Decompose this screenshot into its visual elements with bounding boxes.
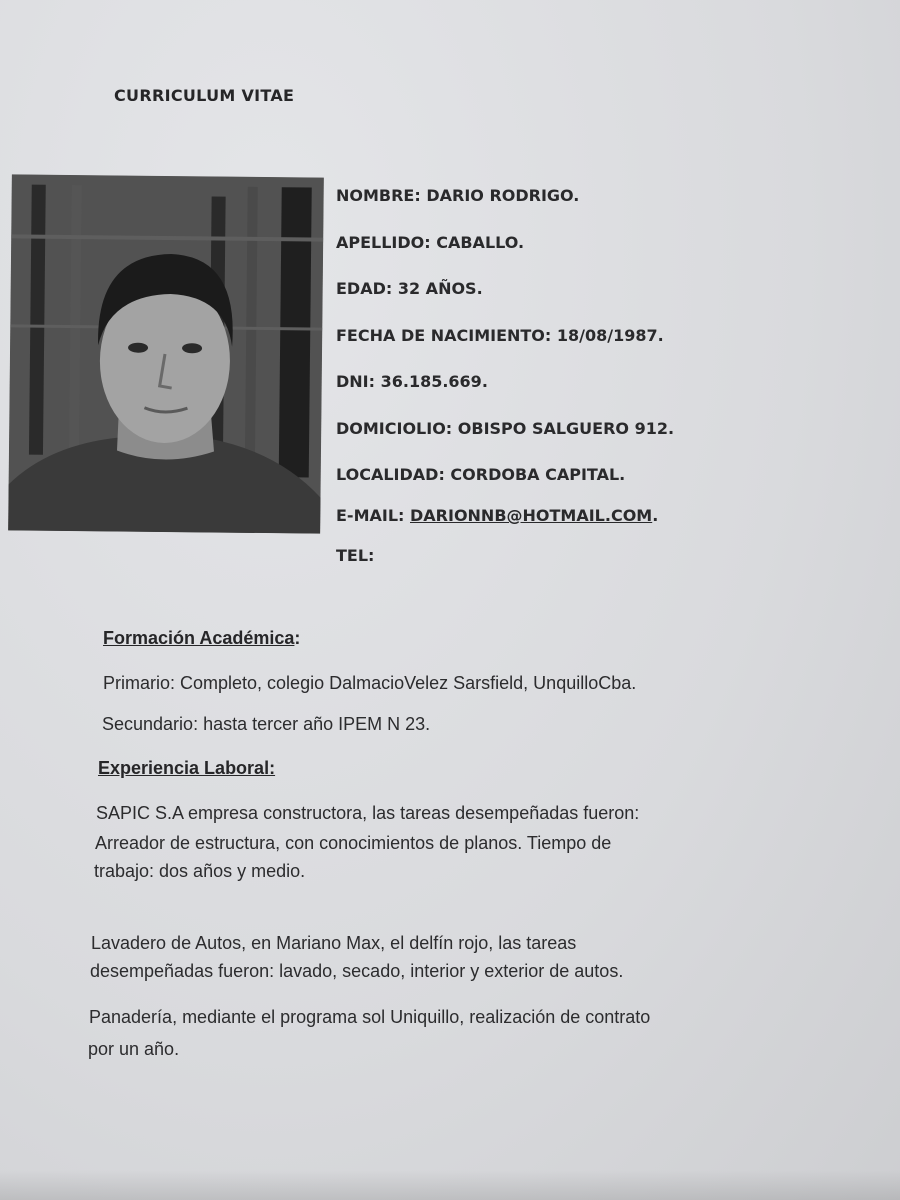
email-link[interactable]: DARIONNB@HOTMAIL.COM [410,506,653,525]
profile-photo [8,174,324,533]
page-shadow [0,1170,900,1200]
fecha-nacimiento-field: FECHA DE NACIMIENTO: 18/08/1987. [336,326,664,345]
formacion-heading-text: Formación Académica [103,628,295,648]
job1-line1: SAPIC S.A empresa constructora, las tareas desempeñadas fueron: [96,803,640,823]
job2-line2: desempeñadas fueron: lavado, secado, interior y exterior de autos. [90,961,624,981]
email-field [336,506,658,525]
tel-field: TEL: [336,546,375,565]
job1-line2: Arreador de estructura, con conocimientos de planos. Tiempo de [95,833,612,853]
job3-line1: Panadería, mediante el programa sol Uniquillo, realización de contrato [89,1007,651,1027]
domicilio-field: DOMICIOLIO: OBISPO SALGUERO 912. [336,419,675,438]
email-suffix: . [652,506,659,525]
dni-field: DNI: 36.185.669. [336,372,488,391]
nombre-field: NOMBRE: DARIO RODRIGO. [336,186,580,205]
email-label: E-MAIL: [336,506,410,525]
formacion-heading-colon: : [294,628,301,648]
experiencia-heading: Experiencia Laboral: [98,758,276,778]
edad-field: EDAD: 32 AÑOS. [336,279,483,298]
job1-line3: trabajo: dos años y medio. [94,861,306,881]
localidad-field: LOCALIDAD: CORDOBA CAPITAL. [336,465,626,484]
document-title: CURRICULUM VITAE [114,86,295,105]
formacion-heading [103,628,300,649]
secundario-line: Secundario: hasta tercer año IPEM N 23. [102,714,431,734]
primario-line: Primario: Completo, colegio DalmacioVelez Sarsfield, UnquilloCba. [103,673,637,693]
job3-line2: por un año. [88,1039,180,1059]
apellido-field: APELLIDO: CABALLO. [336,233,525,252]
job2-line1: Lavadero de Autos, en Mariano Max, el delfín rojo, las tareas [91,933,577,953]
